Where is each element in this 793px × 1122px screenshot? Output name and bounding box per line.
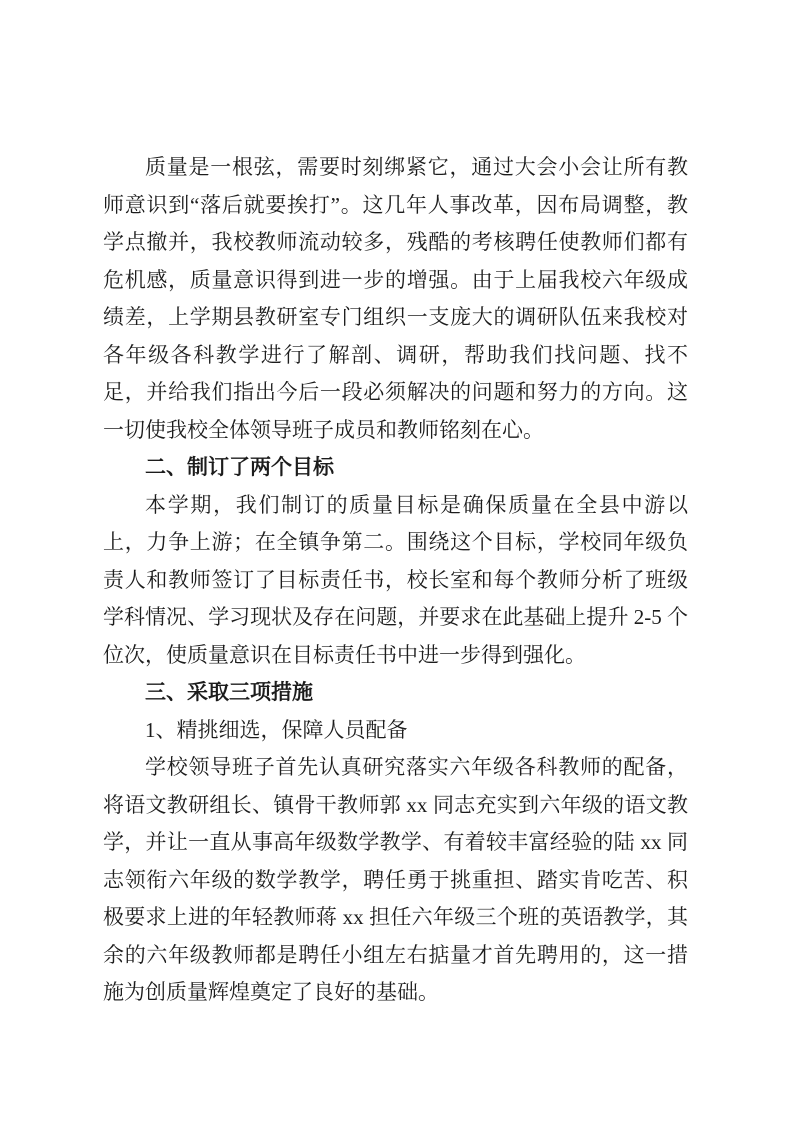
paragraph-quality-goals: 本学期，我们制订的质量目标是确保质量在全县中游以上，力争上游；在全镇争第二。围绕这个目标，学校同年级负责人和教师签订了目标责任书，校长室和每个教师分析了班级学科情况、学习现状及存在问题，并要求在此基础上提升 2-5 个位次，使质量意识在目标责任书中进一步得到强化。	[103, 492, 688, 667]
section-heading-three-measures: 三、采取三项措施	[145, 680, 313, 704]
subheading-staffing: 1、精挑细选，保障人员配备	[145, 717, 408, 742]
paragraph-teacher-assignment: 学校领导班子首先认真研究落实六年级各科教师的配备，将语文教研组长、镇骨干教师郭 xx 同志充实到六年级的语文教学，并让一直从事高年级数学教学、有着较丰富经验的陆 xx 同志领衔六年级的数学教学，聘任勇于挑重担、踏实肯吃苦、积极要求上进的年轻教师蒋 xx 担任六年级三个班的英语教学，其余的六年级教师都是聘任小组左右掂量才首先聘用的，这一措施为创质量辉煌奠定了良好的基础。	[103, 755, 688, 1004]
paragraph-quality-awareness: 质量是一根弦，需要时刻绑紧它，通过大会小会让所有教师意识到“落后就要挨打”。这几年人事改革，因布局调整，教学点撤并，我校教师流动较多，残酷的考核聘任使教师们都有危机感，质量意识得到进一步的增强。由于上届我校六年级成绩差，上学期县教研室专门组织一支庞大的调研队伍来我校对各年级各科教学进行了解剖、调研，帮助我们找问题、找不足，并给我们指出今后一段必须解决的问题和努力的方向。这一切使我校全体领导班子成员和教师铭刻在心。	[103, 155, 688, 442]
document-body	[103, 149, 688, 1012]
section-heading-two-goals: 二、制订了两个目标	[145, 455, 334, 479]
